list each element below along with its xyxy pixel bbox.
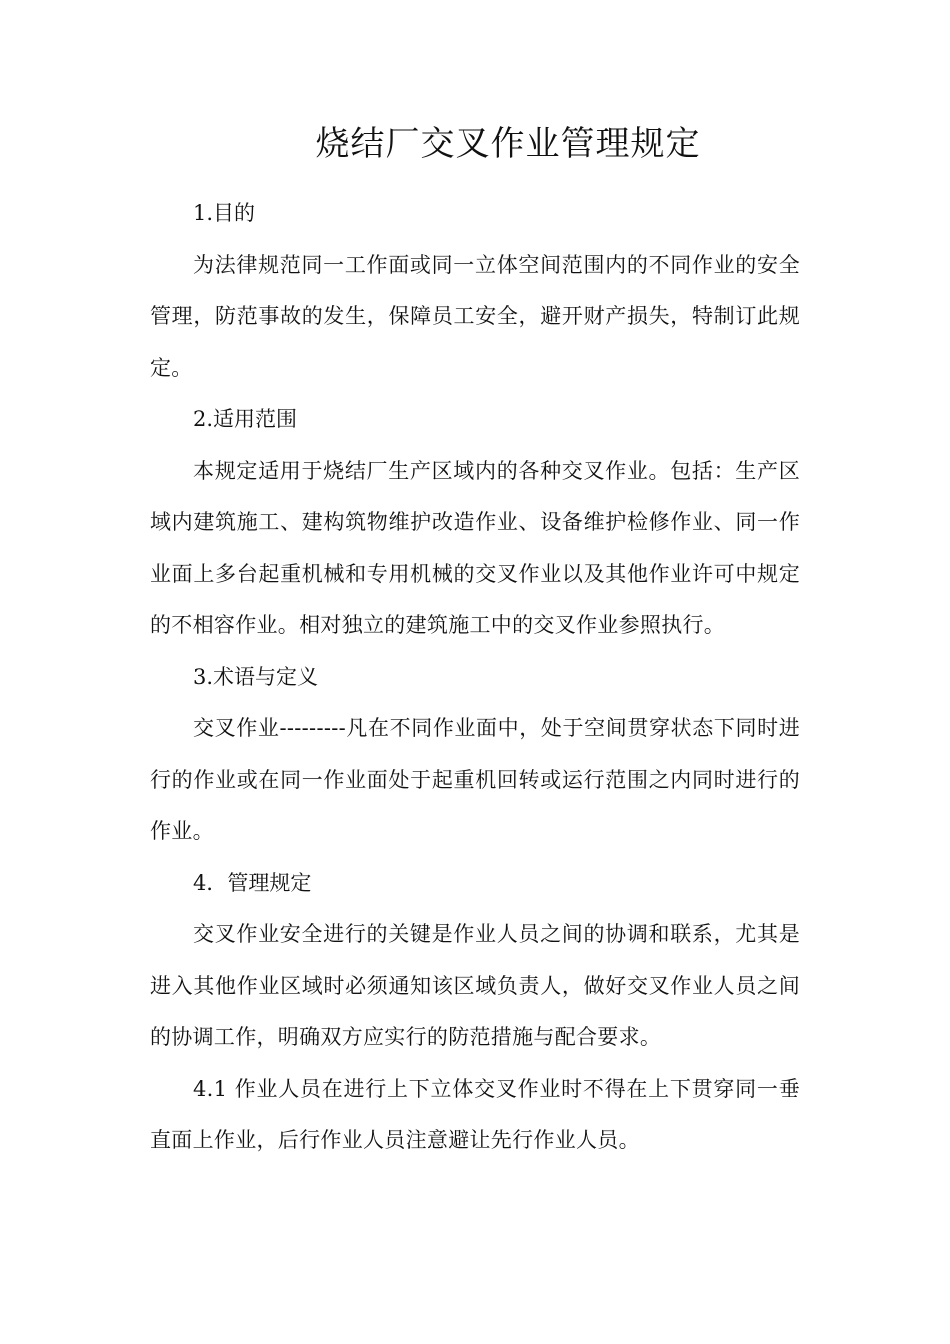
section-heading-rules: 4．管理规定 [193,870,312,895]
paragraph-scope: 本规定适用于烧结厂生产区域内的各种交叉作业。包括：生产区域内建筑施工、建构筑物维护改造作业、设备维护检修作业、同一作业面上多台起重机械和专用机械的交叉作业以及其他作业许可中规定的不相容作业。相对独立的建筑施工中的交叉作业参照执行。 [150,458,800,637]
paragraph-rules-intro: 交叉作业安全进行的关键是作业人员之间的协调和联系，尤其是进入其他作业区域时必须通知该区域负责人，做好交叉作业人员之间的协调工作，明确双方应实行的防范措施与配合要求。 [150,922,800,1049]
paragraph-rule-4-1: 4.1 作业人员在进行上下立体交叉作业时不得在上下贯穿同一垂直面上作业，后行作业人员注意避让先行作业人员。 [150,1076,800,1152]
section-heading-terms: 3.术语与定义 [193,664,319,689]
document-body [150,188,800,1167]
section-heading-scope: 2.适用范围 [193,407,298,431]
paragraph-definition: 交叉作业---------凡在不同作业面中，处于空间贯穿状态下同时进行的作业或在同一作业面处于起重机回转或运行范围之内同时进行的作业。 [150,716,800,843]
document-title: 烧结厂交叉作业管理规定 [315,124,701,164]
section-heading-purpose: 1.目的 [193,201,256,225]
paragraph-purpose: 为法律规范同一工作面或同一立体空间范围内的不同作业的安全管理，防范事故的发生，保障员工安全，避开财产损失，特制订此规定。 [150,252,800,380]
